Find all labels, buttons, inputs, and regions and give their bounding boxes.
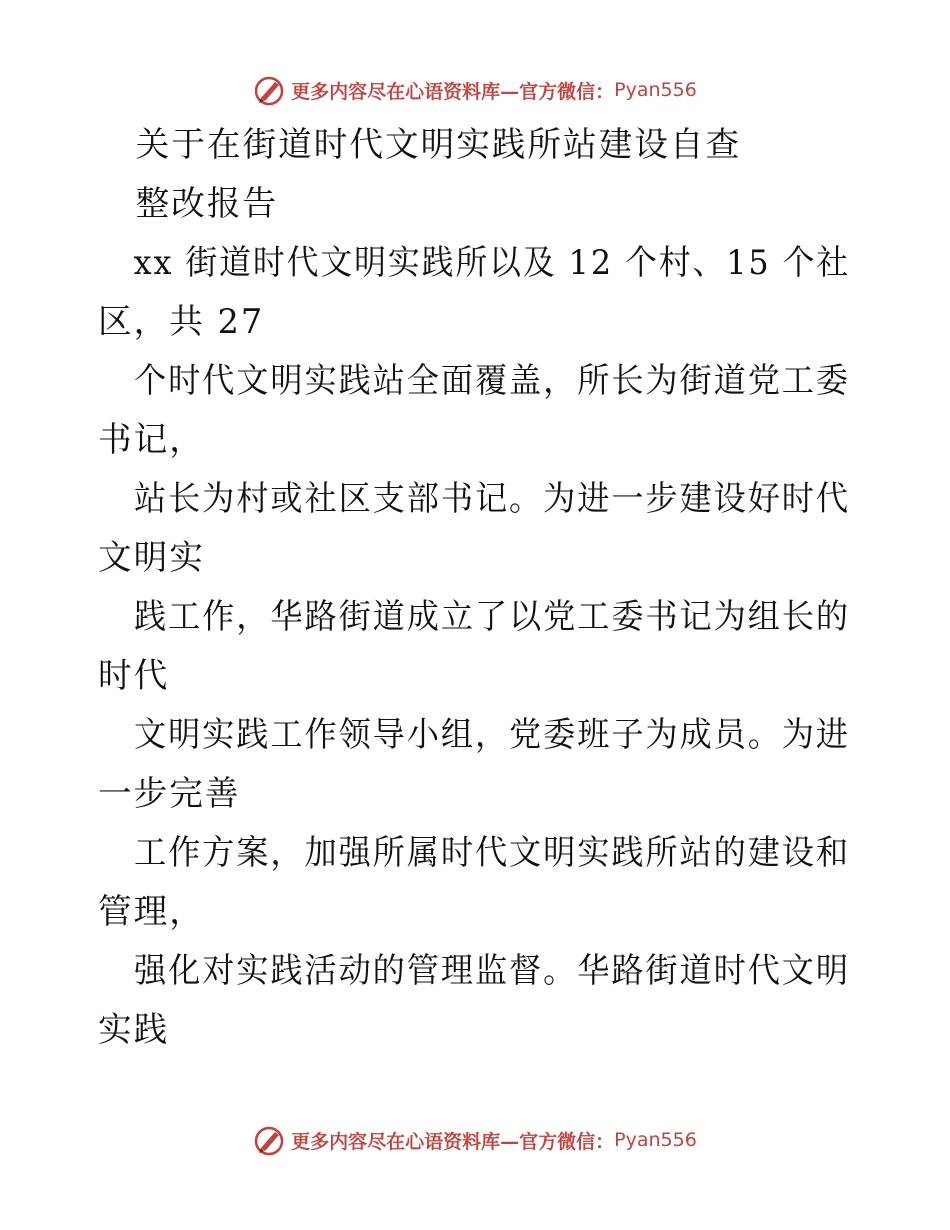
header-banner-text: 更多内容尽在心语资料库—官方微信：	[291, 80, 615, 103]
pen-logo-icon	[253, 1124, 285, 1156]
doc-paragraph-line: 文明实践工作领导小组，党委班子为成员。为进	[133, 715, 850, 755]
doc-paragraph-line: 践工作，华路街道成立了以党工委书记为组长的	[133, 597, 850, 637]
doc-paragraph-line: 区，共 27	[98, 302, 265, 342]
doc-paragraph-line: 个时代文明实践站全面覆盖，所长为街道党工委	[133, 361, 850, 401]
doc-paragraph-line: 文明实	[98, 538, 205, 578]
doc-paragraph-line: 时代	[98, 656, 170, 696]
doc-paragraph-line: 工作方案，加强所属时代文明实践所站的建设和	[133, 833, 850, 873]
doc-paragraph-line: 管理，	[98, 892, 205, 932]
doc-paragraph-line: 实践	[98, 1010, 170, 1050]
footer-banner-text: 更多内容尽在心语资料库—官方微信：	[291, 1130, 615, 1153]
header-banner	[0, 70, 950, 110]
doc-title-line-2: 整改报告	[135, 184, 279, 224]
doc-title-line-1: 关于在街道时代文明实践所站建设自查	[135, 125, 742, 165]
doc-paragraph-line: 一步完善	[98, 774, 241, 814]
doc-paragraph-line: 强化对实践活动的管理监督。华路街道时代文明	[133, 951, 850, 991]
footer-banner-wechat-id: Pyan556	[614, 1129, 697, 1151]
doc-paragraph-line: 书记，	[98, 420, 205, 460]
doc-paragraph-line: 站长为村或社区支部书记。为进一步建设好时代	[133, 479, 850, 519]
pen-logo-icon	[253, 74, 285, 106]
document-body	[98, 116, 858, 1060]
doc-paragraph-line: xx 街道时代文明实践所以及 12 个村、15 个社	[133, 243, 851, 283]
footer-banner	[0, 1120, 950, 1160]
header-banner-wechat-id: Pyan556	[614, 79, 697, 101]
